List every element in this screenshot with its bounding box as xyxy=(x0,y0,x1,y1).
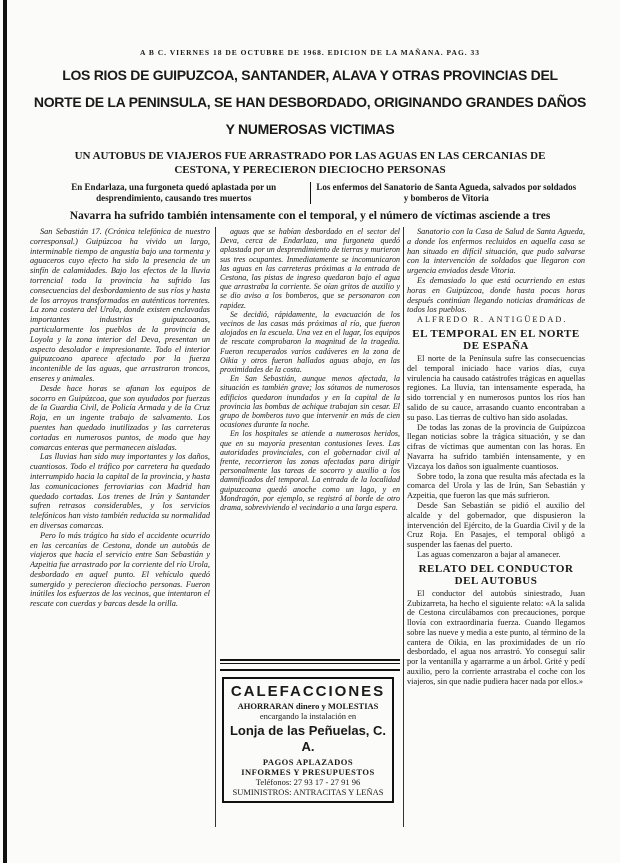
decks xyxy=(38,182,582,204)
paragraph: Pero lo más trágico ha sido el accidente ocurrido en las cercanías de Cestona, donde un autobús de viajeros que hacía el servicio entre San Sebastián y Azpeitia fue arrastrado por la corriente del río Urola, desbordado en aquel punto. El vehículo quedó sumergido y perecieron dieciocho personas. Fueron inútiles los esfuerzos de los vecinos, que intentaron el rescate con cuerdas y barcas desde la orilla. xyxy=(30,530,210,609)
ad-line: encargando la instalación en xyxy=(259,711,357,721)
signature: ALFREDO R. ANTIGÜEDAD. xyxy=(417,315,568,325)
paragraph: En los hospitales se atiende a numerosos heridos, que en su mayoría presentan contusiones leves. Las autoridades provinciales, con el gobernador civil al frente, recorrieron las zonas afectadas para dirigir personalmente las tareas de socorro y auxilio a los damnificados del temporal. La entrada de la localidad guipuzcoana quedó anoche como un lago, y en Mondragón, por ejemplo, se registró al borde de otro drama, sobreviviendo el vecindario a una larga espera. xyxy=(220,429,400,513)
paragraph: El conductor del autobús siniestrado, Juan Zubizarreta, ha hecho el siguiente relato: «A la salida de Cestona circulábamos con precauciones, porque llovía con extraordinaria fuerza. Cuando llegamos sobre las nueve y media a este punto, al término de la cantera de Oikia, en las proximidades de un río desbordado, el agua nos arrastró. Yo conseguí salir por la ventanilla y agarrarme a un árbol. Grité y pedí auxilio, pero la corriente arrastraba el coche con los viajeros, sin que nadie pudiera hacer nada por ellos.» xyxy=(407,588,585,686)
advertisement-box xyxy=(222,677,394,803)
paragraph: Las aguas comenzaron a bajar al amanecer. xyxy=(417,549,561,559)
ad-title: CALEFACCIONES xyxy=(230,683,386,700)
ad-line: INFORMES Y PRESUPUESTOS xyxy=(241,767,375,777)
column-rule xyxy=(215,227,216,827)
deck-right: Los enfermos del Sanatorio de Santa Agueda, salvados por soldados y bomberos de Vitoria xyxy=(316,182,577,203)
section-heading: RELATO DEL CONDUCTOR DEL AUTOBUS xyxy=(418,562,574,587)
paragraph: aguas que se habían desbordado en el sector del Deva, cerca de Endarlaza, una furgoneta quedó aplastada por un desprendimiento de tierras y murieron sus tres ocupantes. Inmediatamente se incomunicaron las aguas en las carreteras próximas a la entrada de Cestona, las pistas de ingreso quedaron bajo el agua que arrastraba la corriente. Se oían gritos de auxilio y se dio aviso a los bomberos, que se personaron con rapidez. xyxy=(220,227,400,310)
page-header-area xyxy=(0,0,620,223)
ad-line: SUMINISTROS: ANTRACITAS Y LEÑAS xyxy=(232,787,384,797)
ad-line: PAGOS APLAZADOS xyxy=(262,757,354,767)
article-column-2 xyxy=(220,227,400,512)
page-folio: A B C. VIERNES 18 DE OCTUBRE DE 1968. EDICION DE LA MAÑANA. PAG. 33 xyxy=(139,48,481,57)
paragraph: Desde San Sebastián se pidió el auxilio del alcalde y del gobernador, que dispusieron la intervención del Ejército, de la Guardia Civil y de la Cruz Roja. En Pasajes, el temporal obligó a suspender las faenas del puerto. xyxy=(407,500,585,550)
paragraph: En San Sebastián, aunque menos afectada, la situación es también grave; los sótanos de numerosos edificios quedaron inundados y en la capital de la provincia las bombas de achique trabajan sin cesar. El grupo de bomberos tuvo que intervenir en más de cien ocasiones durante la noche. xyxy=(220,374,400,430)
lead-headline: Navarra ha sufrido también intensamente con el temporal, y el número de víctimas asciende a tres xyxy=(69,210,551,222)
article-column-1 xyxy=(30,227,210,609)
paragraph: El norte de la Península sufre las consecuencias del temporal iniciado hace varios días, cuya virulencia ha causado catástrofes trágicas en aquellas regiones. La lluvia, tan intensamente esperada, ha sido torrencial y en numerosos puntos los ríos han salido de su cauce, arrasando cuanto encontraban a su paso. Las tierras de cultivo han sido asoladas. xyxy=(407,353,585,422)
ad-company: Lonja de las Peñuelas, C. A. xyxy=(229,723,387,754)
paragraph: Desde hace horas se afanan los equipos de socorro en Guipúzcoa, que son ayudados por fuerzas de la Guardia Civil, de Policía Armada y de la Cruz Roja, en un ingente trabajo de salvamento. Los puentes han quedado inutilizados y las carreteras cortadas en numerosos puntos, de modo que hay comarcas enteras que permanecen aisladas. xyxy=(30,383,210,452)
article-columns xyxy=(0,227,620,837)
headline-line-1: LOS RIOS DE GUIPUZCOA, SANTANDER, ALAVA Y OTRAS PROVINCIAS DEL xyxy=(62,67,558,83)
section-heading: EL TEMPORAL EN EL NORTE DE ESPAÑA xyxy=(412,327,580,352)
deck-left: En Endarlaza, una furgoneta quedó aplastada por un desprendimiento, causando tres muertos xyxy=(71,182,277,203)
paragraph: Es demasiado lo que está ocurriendo en estas horas en Guipúzcoa, donde hasta pocas horas después continúan llegando noticias dramáticas de todos los pueblos. xyxy=(407,275,585,315)
column-rule xyxy=(403,227,404,827)
headline-line-3: Y NUMEROSAS VICTIMAS xyxy=(225,121,395,137)
paragraph: San Sebastián 17. (Crónica telefónica de nuestro corresponsal.) Guipúzcoa ha vivido un largo, interminable tiempo de angustia bajo una tormenta y aguaceros cuyo efecto ha sido la presencia de un sinfín de calamidades. Bajo los efectos de la lluvia torrencial toda la provincia ha sufrido las consecuencias del desbordamiento de sus ríos y hasta de los arroyos transformados en auténticos torrentes. La zona costera del Urola, donde existen enclavadas importantes industrias guipuzcoanas, particularmente los pueblos de la provincia de Loyola y la zona interior del Deva, presentan un aspecto desolador e impresionante. Todo el interior guipuzcoano aparece afectado por la fuerza incontenible de las aguas, que arrastraron troncos, enseres y animales. xyxy=(30,227,210,383)
subheadline-line-1: UN AUTOBUS DE VIAJEROS FUE ARRASTRADO POR LAS AGUAS EN LAS CERCANIAS DE xyxy=(74,150,546,162)
article-column-3 xyxy=(407,227,585,687)
paragraph: Sobre todo, la zona que resulta más afectada es la comarca del Urola y las de Irún, San Sebastián y Azpeitia, que fueron las que más sufrieron. xyxy=(407,471,585,501)
paragraph: Sanatorio con la Casa de Salud de Santa Agueda, a donde los enfermos recluidos en aquella casa se han situado en difícil situación, que pudo salvarse con la intervención de soldados que llegaron con urgencia enviados desde Vitoria. xyxy=(407,227,585,276)
paragraph: Las lluvias han sido muy importantes y los daños, cuantiosos. Todo el tráfico por carretera ha quedado interrumpido hacia la capital de la provincia, y hasta las comunicaciones ferroviarias con Madrid han quedado cortadas. Los trenes de Irún y Santander sufren retrasos considerables, y los servicios telefónicos han visto también reducida su normalidad en diversas comarcas. xyxy=(30,452,210,530)
column-end-rule xyxy=(220,659,400,671)
subheadline-line-2: CESTONA, Y PERECIERON DIECIOCHO PERSONAS xyxy=(174,164,446,176)
ad-phones: Teléfonos: 27 93 17 - 27 91 96 xyxy=(255,777,361,787)
headline-line-2: NORTE DE LA PENINSULA, SE HAN DESBORDADO, ORIGINANDO GRANDES DAÑOS xyxy=(33,94,587,110)
paragraph: De todas las zonas de la provincia de Guipúzcoa llegan noticias sobre la trágica situación, y se dan cifras de víctimas que aumentan con las horas. En Navarra ha sufrido también intensamente, y en Vizcaya los daños son igualmente cuantiosos. xyxy=(407,422,585,471)
ad-line: AHORRARAN dinero y MOLESTIAS xyxy=(237,701,379,711)
paragraph: Se decidió, rápidamente, la evacuación de los vecinos de las casas más próximas al río, que fueron alojados en la escuela. Una vez en el lugar, los equipos de rescate comprobaron la magnitud de la tragedia. Fueron recuperados varios cadáveres en la zona de Oikia y otros fueron hallados aguas abajo, en las proximidades de la costa. xyxy=(220,309,400,375)
